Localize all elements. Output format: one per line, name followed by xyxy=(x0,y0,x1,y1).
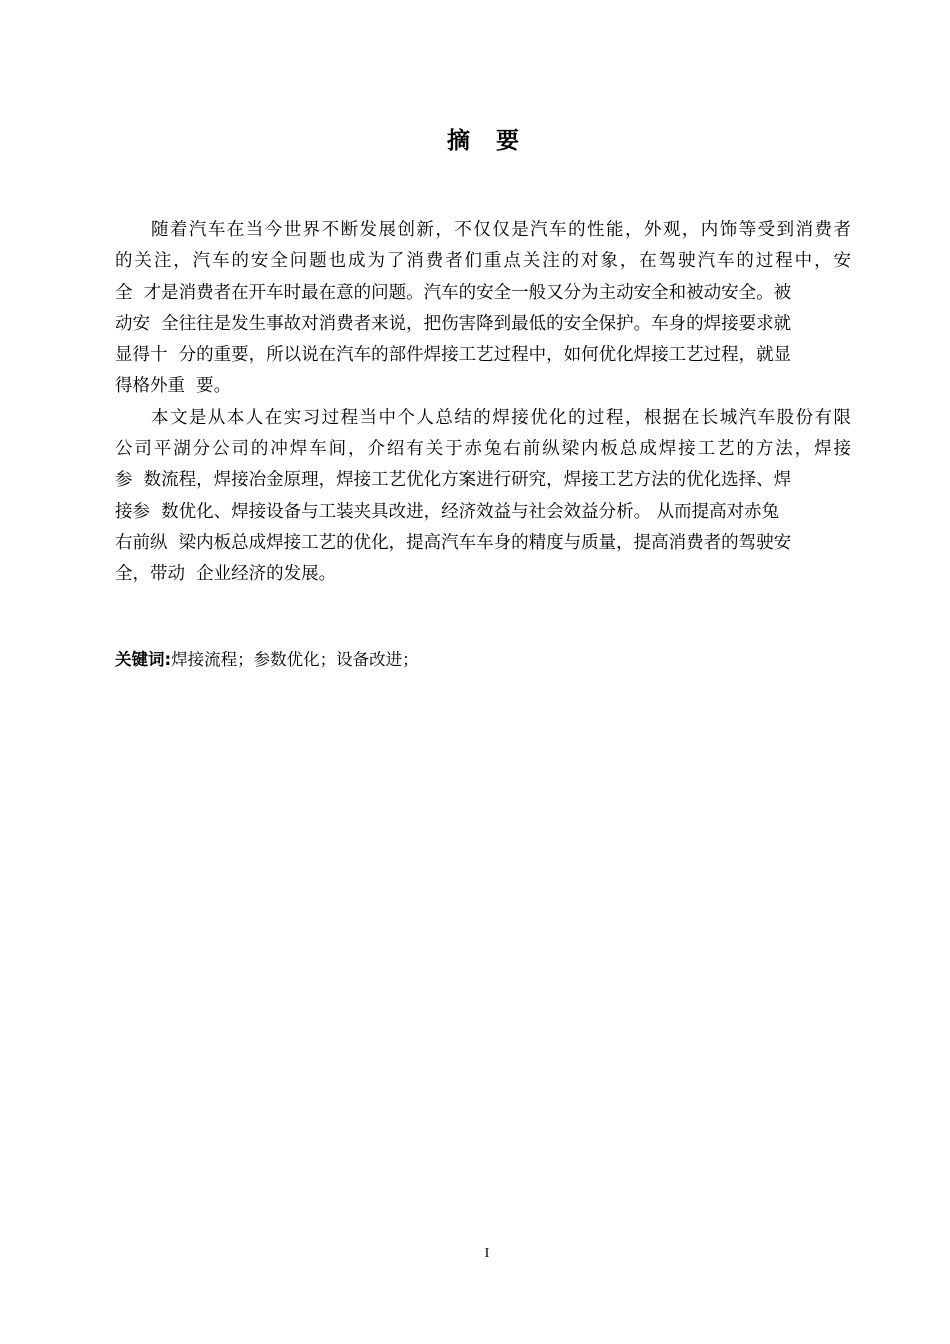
text-line: 本文是从本人在实习过程当中个人总结的焊接优化的过程，根据在长城汽车股份有限 xyxy=(151,407,851,428)
text-line: 右前纵 梁内板总成焊接工艺的优化，提高汽车车身的精度与质量，提高消费者的驾驶安 xyxy=(115,532,792,553)
title-part-1: 摘 xyxy=(447,128,470,154)
keywords-line xyxy=(115,645,851,675)
text-line: 全 才是消费者在开车时最在意的问题。汽车的安全一般又分为主动安全和被动安全。被 xyxy=(115,282,792,303)
text-line: 的关注，汽车的安全问题也成为了消费者们重点关注的对象，在驾驶汽车的过程中，安 xyxy=(115,251,851,272)
keywords-value: 焊接流程；参数优化；设备改进； xyxy=(171,650,419,669)
page-title xyxy=(0,122,950,155)
text-line: 显得十 分的重要，所以说在汽车的部件焊接工艺过程中，如何优化焊接工艺过程，就显 xyxy=(115,345,792,366)
text-line: 参 数流程，焊接冶金原理，焊接工艺优化方案进行研究，焊接工艺方法的优化选择、焊 xyxy=(115,470,792,491)
text-line: 全，带动 企业经济的发展。 xyxy=(115,564,337,585)
page-number: I xyxy=(484,1246,490,1261)
text-line: 公司平湖分公司的冲焊车间，介绍有关于赤兔右前纵梁内板总成焊接工艺的方法，焊接 xyxy=(115,439,851,460)
abstract-body xyxy=(115,215,851,591)
paragraph-1 xyxy=(115,215,851,403)
text-line: 随着汽车在当今世界不断发展创新，不仅仅是汽车的性能，外观，内饰等受到消费者 xyxy=(151,220,851,240)
title-part-2: 要 xyxy=(496,128,519,154)
text-line: 接参 数优化、焊接设备与工装夹具改进，经济效益与社会效益分析。 从而提高对赤兔 xyxy=(115,501,780,522)
paragraph-2 xyxy=(115,403,851,591)
keywords-label: 关键词: xyxy=(115,650,172,669)
text-line: 动安 全往往是发生事故对消费者来说，把伤害降到最低的安全保护。车身的焊接要求就 xyxy=(115,313,792,334)
text-line: 得格外重 要。 xyxy=(115,376,232,397)
